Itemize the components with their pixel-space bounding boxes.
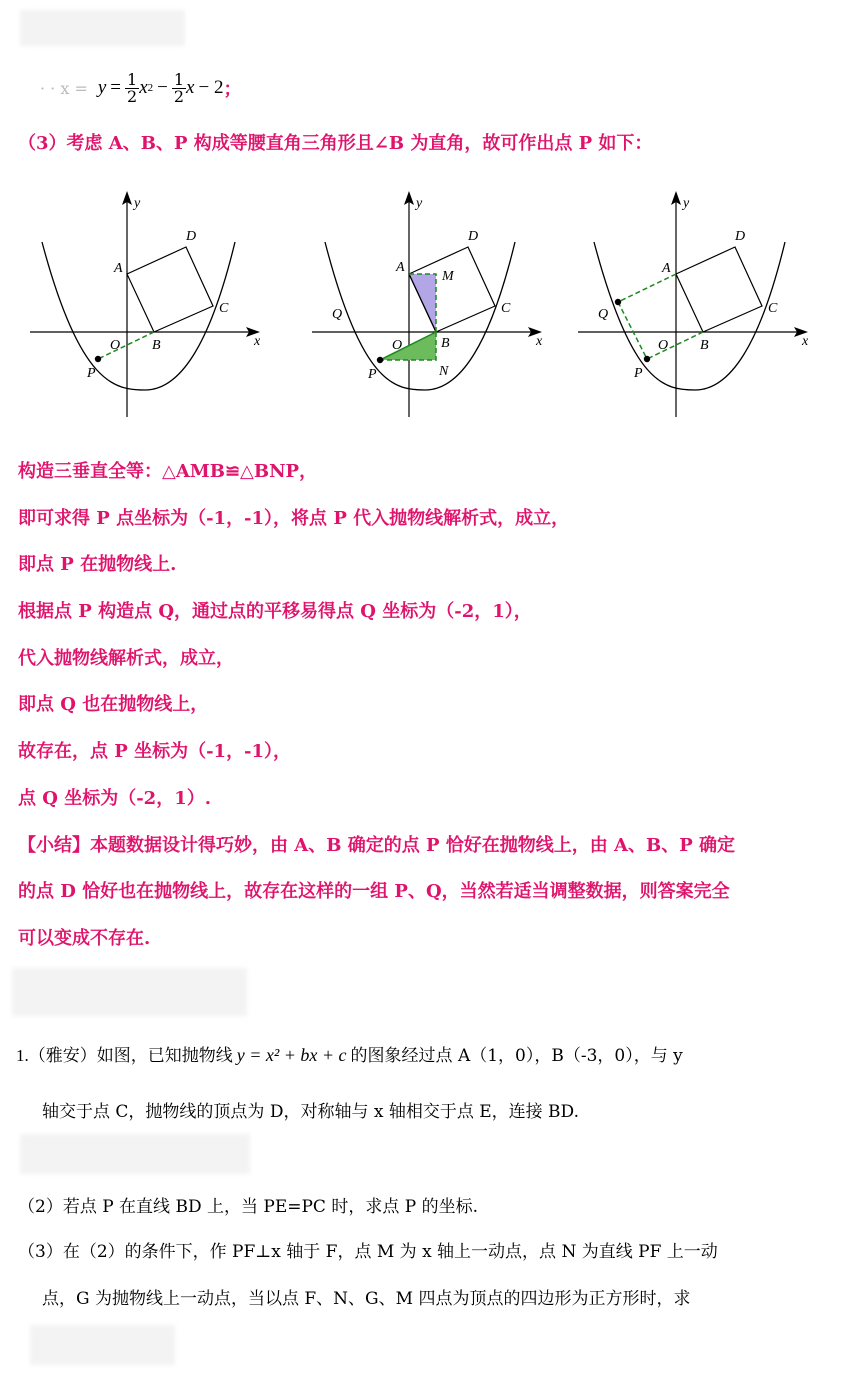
label-b: B: [700, 338, 709, 353]
fraction-one-half-a: [125, 69, 139, 106]
solution-line-3: 即点 P 在抛物线上.: [18, 554, 177, 575]
fraction-denominator: 2: [173, 86, 185, 106]
problem-line-1: [16, 1041, 683, 1066]
square-abcd: [676, 247, 762, 332]
point-p: [95, 356, 101, 362]
equation-equals: =: [110, 77, 122, 98]
fraction-denominator: 2: [127, 86, 138, 106]
solution-line-1: 构造三垂直全等：△AMB≌△BNP，: [18, 461, 318, 482]
label-x: x: [802, 334, 809, 349]
figure-2-congruent-triangles: [300, 185, 555, 425]
label-d: D: [468, 229, 479, 244]
label-o: O: [110, 338, 121, 353]
equation-minus: −: [157, 77, 168, 98]
equation-semicolon: ；: [223, 79, 242, 100]
label-q: Q: [598, 307, 609, 322]
part3-intro: （3）考虑 A、B、P 构成等腰直角三角形且∠B 为直角，故可作出点 P 如下：: [18, 133, 653, 154]
label-x: x: [536, 334, 543, 349]
summary-line-1: 【小结】本题数据设计得巧妙，由 A、B 确定的点 P 恰好在抛物线上，由 A、B、P 确定: [18, 835, 736, 856]
equation-y: y: [97, 77, 107, 98]
label-p: P: [634, 366, 643, 381]
problem-line-1-before: （雅安）如图，已知抛物线: [28, 1046, 233, 1066]
square-abcd: [127, 247, 213, 332]
label-c: C: [501, 301, 511, 316]
fraction-numerator: 1: [127, 69, 138, 89]
equation-prefix: · · x =: [40, 78, 88, 98]
label-c: C: [219, 301, 229, 316]
header-equation: [40, 66, 241, 110]
label-p: P: [368, 367, 377, 382]
summary-line-2: 的点 D 恰好也在抛物线上，故存在这样的一组 P、Q，当然若适当调整数据，则答案完全: [18, 881, 730, 902]
point-q: [615, 299, 621, 305]
label-y: y: [134, 196, 141, 211]
label-y: y: [416, 196, 423, 211]
parabola-curve: [42, 242, 235, 390]
problem-part2: （2）若点 P 在直线 BD 上，当 PE=PC 时，求点 P 的坐标.: [18, 1197, 478, 1217]
blur-patch-lower: [20, 1134, 250, 1174]
equation-x-squared: x: [139, 77, 148, 98]
label-d: D: [186, 229, 197, 244]
fraction-one-half-b: [172, 69, 186, 106]
problem-number: 1.: [16, 1046, 29, 1065]
label-a: A: [662, 261, 671, 276]
label-y: y: [683, 196, 690, 211]
dashed-aq: [618, 274, 676, 302]
label-o: O: [392, 338, 403, 353]
dashed-qp: [618, 302, 647, 359]
solution-line-6: 即点 Q 也在抛物线上，: [18, 694, 209, 715]
problem-line-2: 轴交于点 C，抛物线的顶点为 D，对称轴与 x 轴相交于点 E，连接 BD.: [42, 1102, 579, 1122]
parabola-curve: [325, 242, 515, 390]
equation-minus-two: − 2: [198, 77, 224, 98]
label-b: B: [441, 336, 450, 351]
label-x: x: [254, 334, 261, 349]
label-b: B: [152, 338, 161, 353]
blur-patch-bottom: [30, 1325, 175, 1365]
figure-3-point-q: [570, 185, 825, 425]
solution-line-5: 代入抛物线解析式，成立，: [18, 648, 234, 669]
label-o: O: [658, 338, 669, 353]
label-a: A: [396, 260, 405, 275]
label-d: D: [735, 229, 746, 244]
problem-formula: y = x² + bx + c: [236, 1045, 347, 1065]
exponent-two: 2: [147, 82, 154, 94]
parabola-curve: [594, 242, 785, 390]
label-p: P: [87, 366, 96, 381]
equation-x: x: [186, 77, 195, 98]
figure-1-parabola-square: [20, 185, 270, 425]
solution-line-4: 根据点 P 构造点 Q，通过点的平移易得点 Q 坐标为（-2，1），: [18, 601, 532, 622]
solution-line-7: 故存在，点 P 坐标为（-1，-1），: [18, 741, 292, 762]
summary-line-3: 可以变成不存在.: [18, 928, 151, 949]
point-p: [644, 356, 650, 362]
solution-line-8: 点 Q 坐标为（-2，1）.: [18, 788, 211, 809]
label-n: N: [439, 364, 449, 379]
solution-line-2: 即可求得 P 点坐标为（-1，-1），将点 P 代入抛物线解析式，成立，: [18, 508, 570, 529]
blur-patch-mid: [12, 968, 247, 1016]
label-q: Q: [332, 307, 343, 322]
problem-part3-line2: 点，G 为抛物线上一动点，当以点 F、N、G、M 四点为顶点的四边形为正方形时，求: [42, 1289, 691, 1309]
dashed-bp: [98, 332, 154, 359]
problem-part3-line1: （3）在（2）的条件下，作 PF⊥x 轴于 F，点 M 为 x 轴上一动点，点 N 为直线 PF 上一动: [18, 1242, 718, 1262]
problem-line-1-after: 的图象经过点 A（1，0），B（-3，0），与 y: [350, 1046, 683, 1066]
label-m: M: [442, 269, 454, 284]
blur-patch-top: [20, 10, 185, 46]
label-c: C: [768, 301, 778, 316]
fraction-numerator: 1: [173, 69, 185, 89]
dashed-bp: [647, 332, 703, 359]
point-p: [377, 357, 383, 363]
label-a: A: [114, 261, 123, 276]
